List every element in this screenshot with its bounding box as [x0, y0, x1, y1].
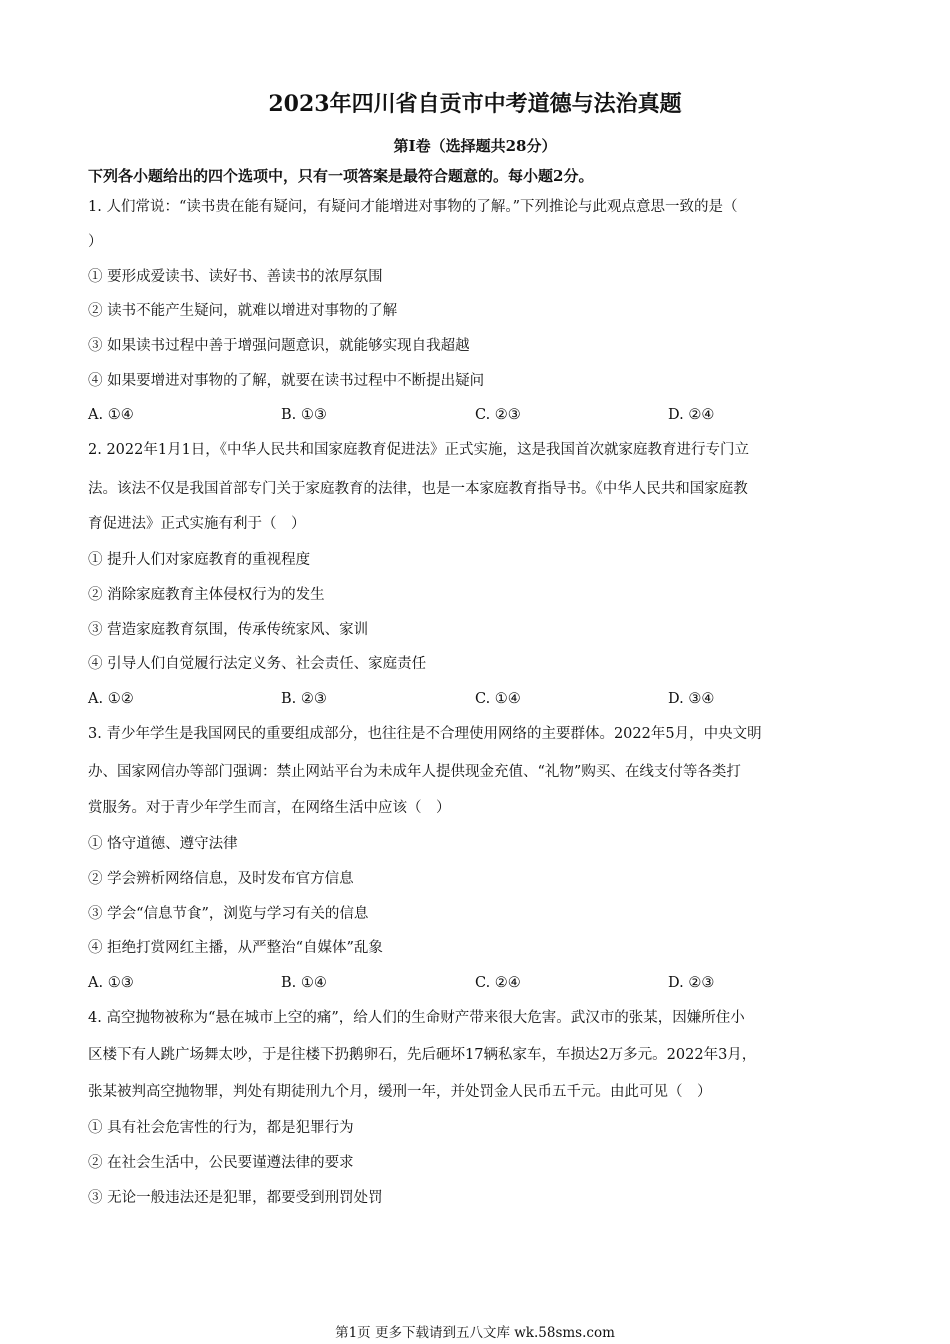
question-1-statement: ④ 如果要增进对事物的了解，就要在读书过程中不断提出疑问 [88, 373, 485, 389]
page-footer: 第1页 更多下载请到五八文库 wk.58sms.com [335, 1325, 615, 1341]
question-2-statement: ② 消除家庭教育主体侵权行为的发生 [88, 587, 325, 603]
question-4-statement: ① 具有社会危害性的行为，都是犯罪行为 [88, 1120, 354, 1136]
question-2-statement: ④ 引导人们自觉履行法定义务、社会责任、家庭责任 [88, 656, 427, 672]
question-1-stem-line: ） [88, 234, 103, 250]
question-3-stem-line: 赏服务。对于青少年学生而言，在网络生活中应该（ ） [88, 800, 451, 816]
question-1-option-b: B. ①③ [281, 407, 327, 423]
question-2-stem-line: 法。该法不仅是我国首部专门关于家庭教育的法律，也是一本家庭教育指导书。《中华人民共和国家庭教 [88, 481, 748, 497]
question-3-stem-line: 办、国家网信办等部门强调：禁止网站平台为未成年人提供现金充值、“礼物”购买、在线支付等各类打 [88, 764, 741, 780]
question-2-statement: ③ 营造家庭教育氛围，传承传统家风、家训 [88, 622, 369, 638]
question-2-stem-line: 育促进法》正式实施有利于（ ） [88, 516, 306, 532]
question-1-statement: ② 读书不能产生疑问，就难以增进对事物的了解 [88, 303, 398, 319]
question-4-stem-line: 张某被判高空抛物罪，判处有期徒刑九个月，缓刑一年，并处罚金人民币五千元。由此可见（ ） [88, 1084, 712, 1100]
question-3-statement: ① 恪守道德、遵守法律 [88, 836, 238, 852]
question-3-option-c: C. ②④ [475, 975, 521, 991]
question-4-statement: ③ 无论一般违法还是犯罪，都要受到刑罚处罚 [88, 1190, 383, 1206]
question-3-statement: ③ 学会“信息节食”，浏览与学习有关的信息 [88, 906, 369, 922]
question-4-statement: ② 在社会生活中，公民要谨遵法律的要求 [88, 1155, 354, 1171]
exam-title: 2023年四川省自贡市中考道德与法治真题 [268, 91, 682, 117]
question-2-stem-line: 2. 2022年1月1日，《中华人民共和国家庭教育促进法》正式实施，这是我国首次就家庭教育进行专门立 [88, 442, 750, 458]
question-1-option-d: D. ②④ [668, 407, 715, 423]
question-3-option-a: A. ①③ [88, 975, 134, 991]
question-3-option-d: D. ②③ [668, 975, 715, 991]
question-4-stem-line: 区楼下有人跳广场舞太吵，于是往楼下扔鹅卵石，先后砸坏17辆私家车，车损达2万多元。2022年3月， [88, 1047, 757, 1063]
section-heading: 第I卷（选择题共28分） [393, 137, 557, 155]
question-2-option-a: A. ①② [88, 691, 134, 707]
question-3-option-b: B. ①④ [281, 975, 327, 991]
instructions: 下列各小题给出的四个选项中，只有一项答案是最符合题意的。每小题2分。 [88, 167, 594, 185]
question-2-statement: ① 提升人们对家庭教育的重视程度 [88, 552, 311, 568]
question-2-option-c: C. ①④ [475, 691, 521, 707]
question-1-option-a: A. ①④ [88, 407, 134, 423]
question-3-statement: ④ 拒绝打赏网红主播，从严整治“自媒体”乱象 [88, 940, 383, 956]
question-1-stem-line: 1. 人们常说：“读书贵在能有疑问，有疑问才能增进对事物的了解。”下列推论与此观点意思一致的是（ [88, 199, 738, 215]
question-2-option-d: D. ③④ [668, 691, 715, 707]
question-3-statement: ② 学会辨析网络信息，及时发布官方信息 [88, 871, 354, 887]
question-1-statement: ③ 如果读书过程中善于增强问题意识，就能够实现自我超越 [88, 338, 470, 354]
question-3-stem-line: 3. 青少年学生是我国网民的重要组成部分，也往往是不合理使用网络的主要群体。2022年5月，中央文明 [88, 726, 762, 742]
question-2-option-b: B. ②③ [281, 691, 327, 707]
question-1-statement: ① 要形成爱读书、读好书、善读书的浓厚氛围 [88, 269, 383, 285]
question-1-option-c: C. ②③ [475, 407, 521, 423]
question-4-stem-line: 4. 高空抛物被称为“悬在城市上空的痛”，给人们的生命财产带来很大危害。武汉市的张某，因嫌所住小 [88, 1010, 745, 1026]
